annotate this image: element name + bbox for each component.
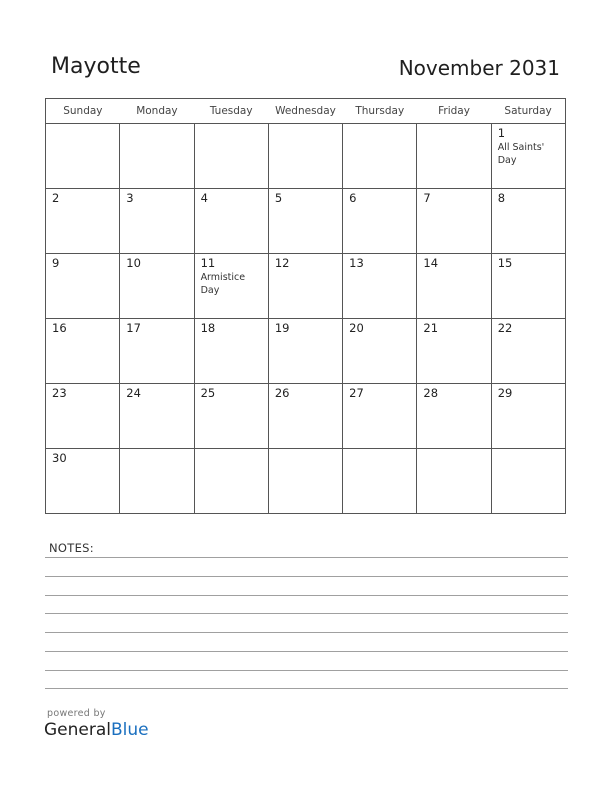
day-number: 6: [349, 191, 357, 205]
day-cell: [46, 189, 120, 254]
week-row: [46, 319, 566, 384]
day-number: 3: [126, 191, 134, 205]
day-cell: [120, 189, 194, 254]
week-row: [46, 384, 566, 449]
day-cell: [194, 124, 268, 189]
day-cell: [491, 449, 565, 514]
day-number: 22: [497, 321, 513, 335]
day-cell: [343, 319, 417, 384]
day-number: 10: [126, 256, 141, 270]
generalblue-logo: [44, 720, 149, 740]
day-cell: [417, 384, 491, 449]
day-cell: [343, 449, 417, 514]
note-line: [45, 688, 568, 689]
day-cell: [268, 384, 342, 449]
day-number: 5: [274, 191, 283, 205]
day-cell: [417, 189, 491, 254]
week-row: [46, 124, 566, 189]
day-number: 9: [52, 256, 60, 270]
day-number: 12: [274, 256, 290, 270]
note-line: [45, 613, 568, 614]
day-cell: [194, 449, 268, 514]
day-number: 8: [497, 191, 506, 205]
weekday-saturday: Saturday: [491, 99, 565, 124]
day-number: 17: [126, 321, 141, 335]
weekday-wednesday: Wednesday: [268, 99, 342, 124]
day-number: 30: [52, 451, 67, 465]
day-cell: [343, 124, 417, 189]
day-number: 2: [52, 191, 60, 205]
day-cell: [194, 254, 268, 319]
day-number: 18: [200, 321, 216, 335]
day-number: 29: [497, 386, 513, 400]
calendar-grid: [45, 98, 566, 514]
weekday-header-row: [46, 99, 566, 124]
day-cell: [491, 384, 565, 449]
day-cell: [491, 124, 565, 189]
day-number: 28: [423, 386, 439, 400]
weekday-friday: Friday: [417, 99, 491, 124]
day-cell: [417, 124, 491, 189]
note-line: [45, 595, 568, 596]
day-cell: [417, 449, 491, 514]
day-number: 11: [200, 256, 216, 270]
day-number: 23: [52, 386, 67, 400]
weekday-tuesday: Tuesday: [194, 99, 268, 124]
week-row: [46, 449, 566, 514]
day-cell: [417, 319, 491, 384]
day-cell: [120, 254, 194, 319]
holiday-label: All Saints' Day: [497, 142, 545, 166]
logo-general: General: [44, 720, 111, 740]
day-cell: [268, 189, 342, 254]
weekday-monday: Monday: [120, 99, 194, 124]
day-cell: [343, 254, 417, 319]
note-line: [45, 651, 568, 652]
day-cell: [417, 254, 491, 319]
note-line: [45, 670, 568, 671]
day-number: 1: [497, 126, 506, 140]
week-row: [46, 189, 566, 254]
day-number: 4: [200, 191, 208, 205]
week-row: [46, 254, 566, 319]
day-cell: [120, 384, 194, 449]
day-cell: [46, 449, 120, 514]
month-year-title: November 2031: [398, 56, 560, 80]
day-number: 25: [200, 386, 216, 400]
day-number: 24: [126, 386, 141, 400]
day-cell: [46, 319, 120, 384]
day-cell: [46, 384, 120, 449]
day-number: 21: [423, 321, 439, 335]
day-number: 7: [423, 191, 431, 205]
weekday-thursday: Thursday: [343, 99, 417, 124]
notes-label: NOTES:: [49, 541, 94, 555]
day-cell: [194, 189, 268, 254]
day-cell: [491, 319, 565, 384]
day-number: 15: [497, 256, 513, 270]
day-cell: [343, 384, 417, 449]
day-number: 14: [423, 256, 439, 270]
day-number: 13: [349, 256, 364, 270]
day-cell: [491, 254, 565, 319]
logo-blue: Blue: [111, 720, 149, 740]
note-line: [45, 632, 568, 633]
day-number: 26: [274, 386, 290, 400]
day-number: 19: [274, 321, 290, 335]
powered-by-text: powered by: [47, 708, 106, 719]
day-cell: [268, 124, 342, 189]
note-line: [45, 557, 568, 558]
day-cell: [120, 319, 194, 384]
day-cell: [194, 384, 268, 449]
day-cell: [120, 449, 194, 514]
day-number: 16: [52, 321, 67, 335]
day-cell: [268, 254, 342, 319]
day-number: 27: [349, 386, 364, 400]
day-cell: [268, 449, 342, 514]
country-title: Mayotte: [51, 54, 141, 79]
note-line: [45, 576, 568, 577]
day-cell: [46, 254, 120, 319]
day-cell: [120, 124, 194, 189]
day-cell: [194, 319, 268, 384]
holiday-label: Armistice Day: [200, 272, 246, 296]
day-cell: [46, 124, 120, 189]
day-cell: [491, 189, 565, 254]
day-cell: [343, 189, 417, 254]
day-number: 20: [349, 321, 364, 335]
day-cell: [268, 319, 342, 384]
weekday-sunday: Sunday: [46, 99, 120, 124]
